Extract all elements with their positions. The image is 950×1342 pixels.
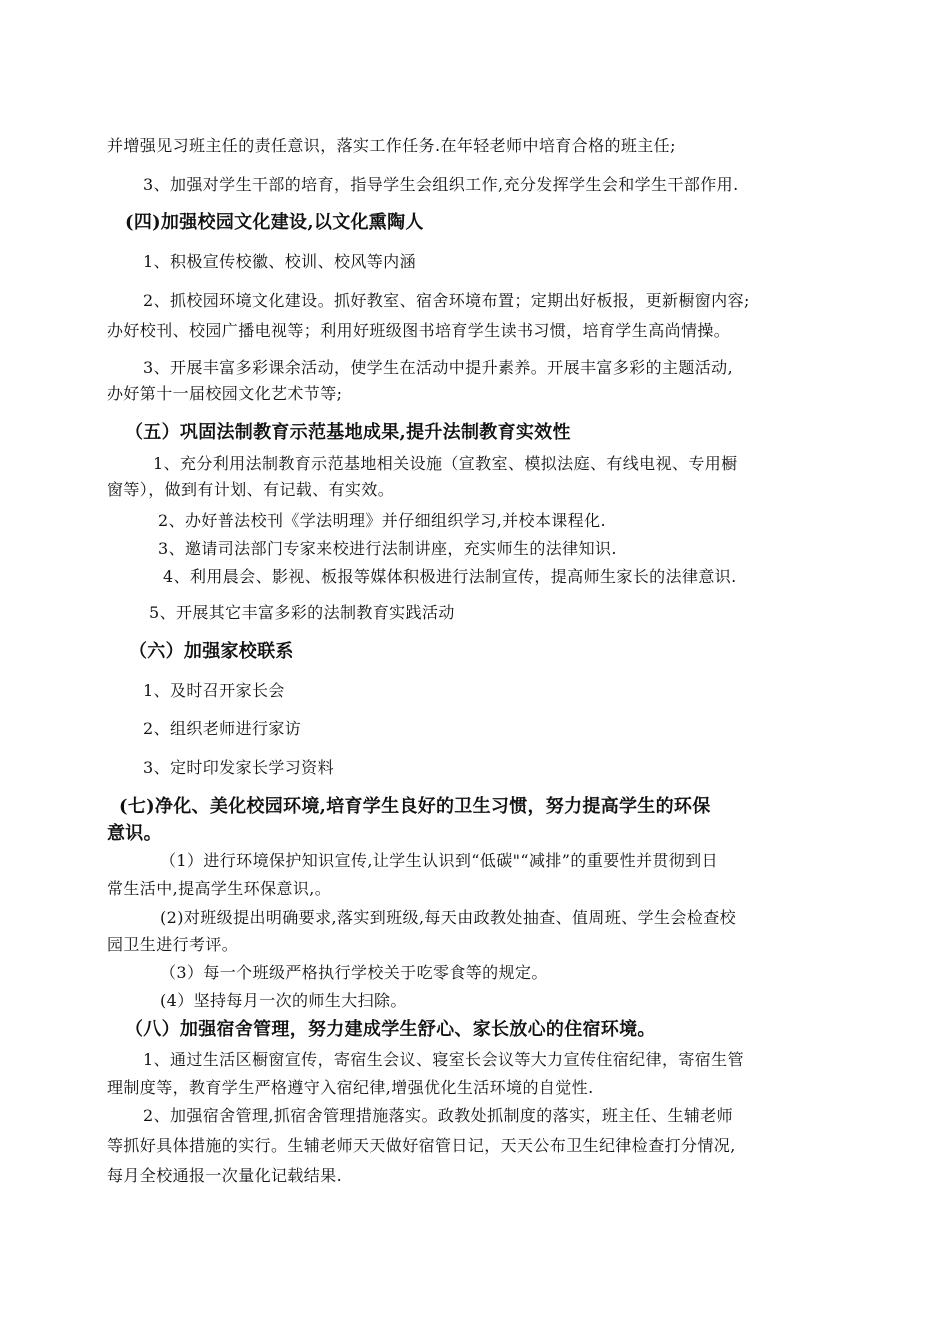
paragraph-line: 理制度等，教育学生严格遵守入宿纪律,增强优化生活环境的自觉性. — [107, 1078, 594, 1097]
paragraph-line: 办好校刊、校园广播电视等；利用好班级图书培育学生读书习惯，培育学生高尚情操。 — [107, 321, 731, 340]
list-item: 3、定时印发家长学习资料 — [143, 758, 334, 777]
section-heading-4: (四)加强校园文化建设,以文化熏陶人 — [125, 212, 424, 233]
list-item: （1）进行环境保护知识宣传,让学生认识到“低碳"“减排”的重要性并贯彻到日 — [160, 851, 718, 870]
section-heading-7-cont: 意识。 — [107, 823, 162, 844]
list-item: 2、办好普法校刊《学法明理》并仔细组织学习,并校本课程化. — [158, 511, 606, 530]
paragraph-line: 并增强见习班主任的责任意识，落实工作任务.在年轻老师中培育合格的班主任; — [107, 136, 676, 155]
section-heading-5: （五）巩固法制教育示范基地成果,提升法制教育实效性 — [125, 422, 571, 443]
list-item: 3、加强对学生干部的培育，指导学生会组织工作,充分发挥学生会和学生干部作用. — [143, 175, 739, 194]
section-heading-6: （六）加强家校联系 — [129, 641, 294, 662]
list-item: 1、及时召开家长会 — [143, 681, 285, 700]
list-item: 2、抓校园环境文化建设。抓好教室、宿舍环境布置；定期出好板报，更新橱窗内容; — [143, 291, 750, 310]
list-item: 3、邀请司法部门专家来校进行法制讲座，充实师生的法律知识. — [158, 539, 617, 558]
list-item: （3）每一个班级严格执行学校关于吃零食等的规定。 — [160, 963, 548, 982]
list-item: 1、通过生活区橱窗宣传，寄宿生会议、寝室长会议等大力宣传住宿纪律，寄宿生管 — [143, 1050, 744, 1069]
list-item: (4）坚持每月一次的师生大扫除。 — [160, 991, 407, 1010]
paragraph-line: 等抓好具体措施的实行。生辅老师天天做好宿管日记，天天公布卫生纪律检查打分情况, — [107, 1136, 736, 1155]
paragraph-line: 办好第十一届校园文化艺术节等; — [107, 384, 343, 403]
list-item: 5、开展其它丰富多彩的法制教育实践活动 — [149, 603, 455, 622]
list-item: (2)对班级提出明确要求,落实到班级,每天由政教处抽查、值周班、学生会检查校 — [160, 908, 737, 927]
paragraph-line: 窗等），做到有计划、有记载、有实效。 — [107, 480, 395, 499]
list-item: 2、组织老师进行家访 — [143, 719, 302, 738]
paragraph-line: 每月全校通报一次量化记载结果. — [107, 1166, 343, 1185]
list-item: 4、利用晨会、影视、板报等媒体积极进行法制宣传，提高师生家长的法律意识. — [163, 567, 737, 586]
paragraph-line: 常生活中,提高学生环保意识,。 — [107, 879, 332, 898]
list-item: 3、开展丰富多彩课余活动，使学生在活动中提升素养。开展丰富多彩的主题活动, — [143, 358, 734, 377]
section-heading-8: （八）加强宿舍管理，努力建成学生舒心、家长放心的住宿环境。 — [125, 1019, 656, 1040]
paragraph-line: 园卫生进行考评。 — [107, 935, 239, 954]
list-item: 1、积极宣传校徽、校训、校风等内涵 — [143, 252, 416, 271]
list-item: 1、充分利用法制教育示范基地相关设施（宣教室、模拟法庭、有线电视、专用橱 — [153, 454, 738, 473]
list-item: 2、加强宿舍管理,抓宿舍管理措施落实。政教处抓制度的落实，班主任、生辅老师 — [143, 1106, 734, 1125]
section-heading-7: (七)净化、美化校园环境,培育学生良好的卫生习惯，努力提高学生的环保 — [119, 796, 711, 817]
